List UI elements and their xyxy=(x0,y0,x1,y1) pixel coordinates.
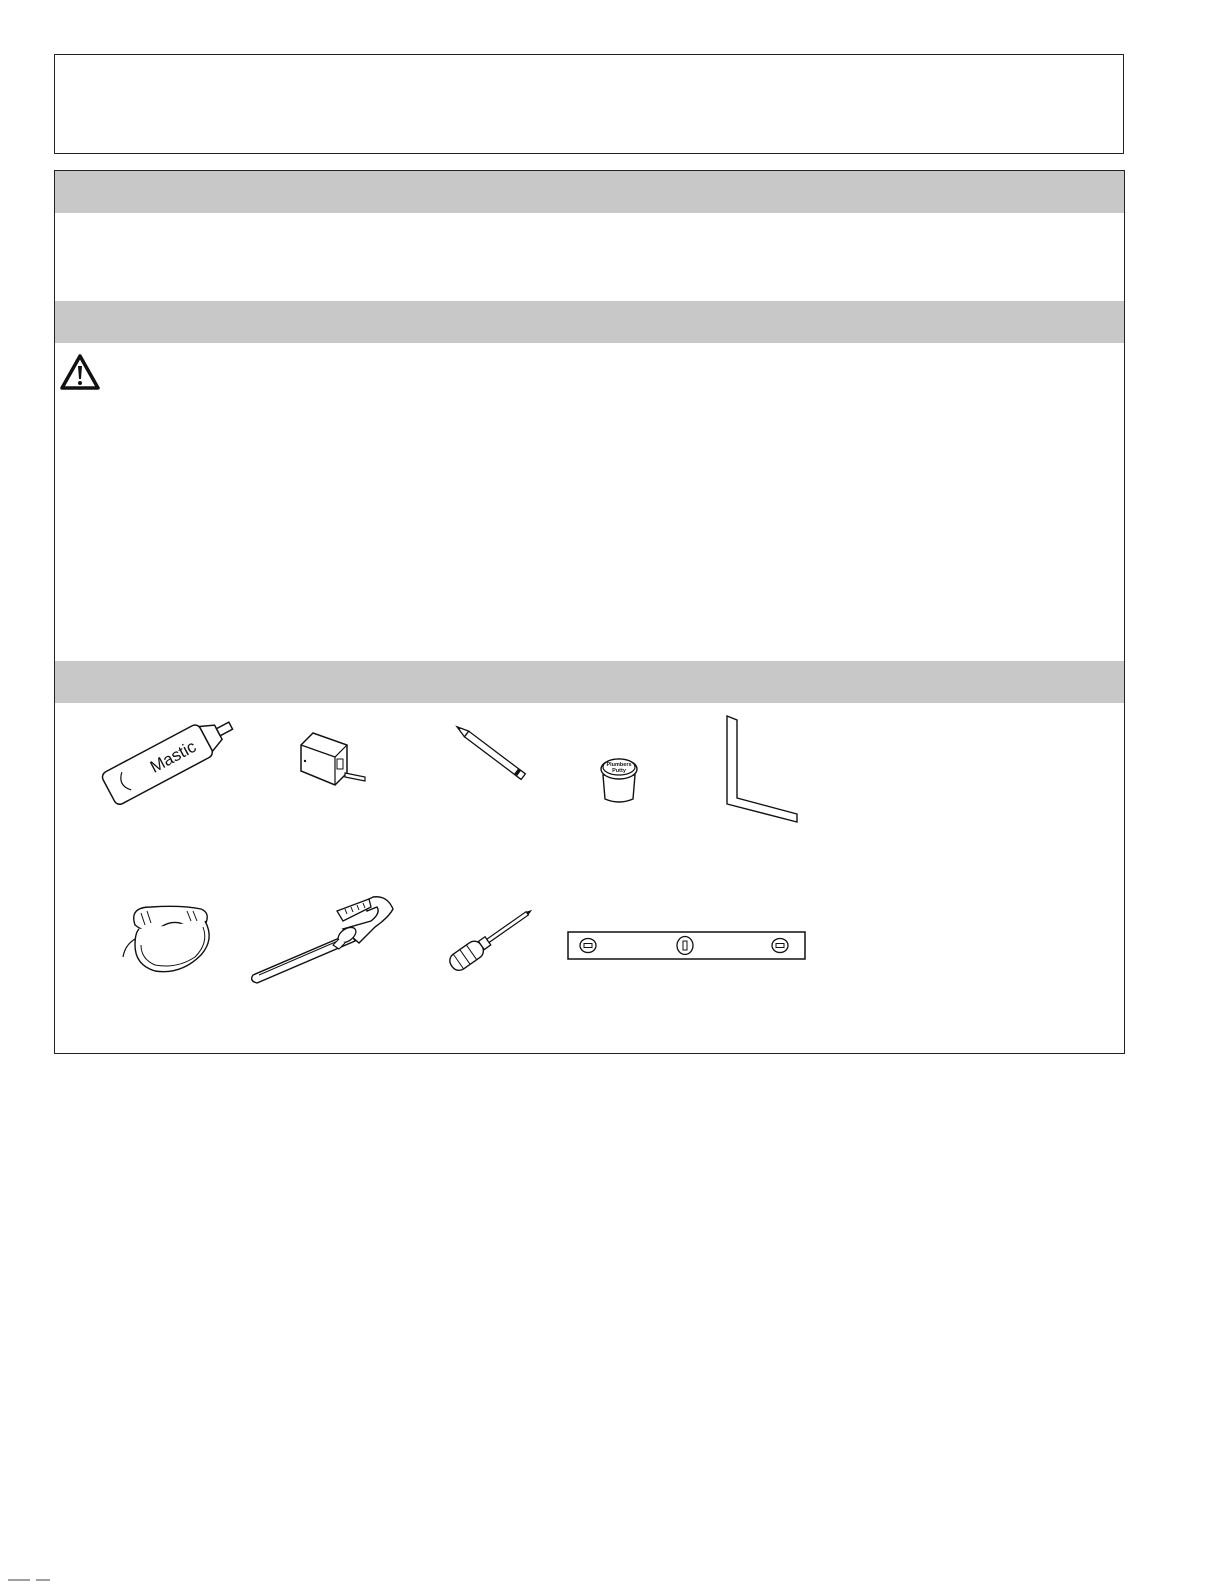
level-icon xyxy=(567,931,807,961)
main-content-box xyxy=(54,170,1125,1054)
warning-triangle-icon xyxy=(59,353,101,391)
tape-measure-icon xyxy=(293,729,373,789)
carpenter-square-icon xyxy=(725,714,805,824)
safety-glasses-icon xyxy=(121,899,215,979)
mastic-label: Mastic xyxy=(146,736,200,777)
putty-label-line-1: Plumbers xyxy=(606,762,632,768)
putty-label-line-2: Putty xyxy=(612,768,626,774)
section-heading-bar-1 xyxy=(55,171,1124,213)
pipe-wrench-icon xyxy=(247,891,401,987)
header-box xyxy=(54,54,1124,154)
plumbers-putty-icon xyxy=(597,755,641,805)
screwdriver-icon xyxy=(439,905,545,971)
section-heading-bar-3 xyxy=(55,661,1124,703)
pencil-icon xyxy=(445,721,545,791)
mastic-tube-icon xyxy=(93,711,243,806)
section-heading-bar-2 xyxy=(55,301,1124,343)
page-footer-fragment xyxy=(0,1574,60,1585)
